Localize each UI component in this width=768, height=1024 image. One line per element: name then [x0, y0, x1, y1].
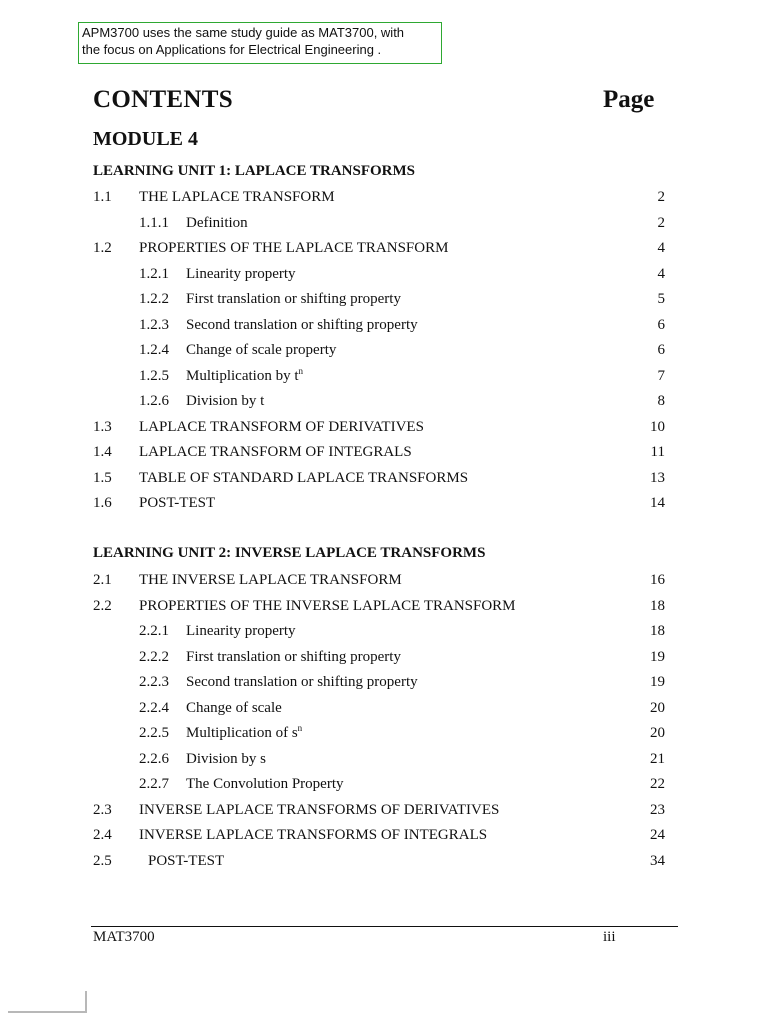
toc-entry — [93, 646, 668, 668]
footer-page-number: iii — [603, 929, 616, 945]
toc-entry — [93, 365, 668, 387]
toc-entry — [93, 186, 668, 208]
toc-entry — [93, 390, 668, 412]
toc-entry-number: 2.3 — [93, 801, 112, 818]
toc-entry-title — [186, 365, 303, 387]
toc-entry — [93, 339, 668, 361]
toc-entry-number: 1.3 — [93, 418, 112, 435]
toc-entry-title-text: Change of scale — [186, 699, 282, 716]
toc-entry-title-text: LAPLACE TRANSFORM OF DERIVATIVES — [139, 418, 424, 435]
toc-entry — [93, 824, 668, 846]
toc-entry-title-text: First translation or shifting property — [186, 648, 401, 665]
toc-entry-number: 1.2.3 — [139, 316, 169, 333]
toc-entry-page: 20 — [650, 725, 665, 741]
toc-entry-title — [139, 441, 412, 463]
toc-entry-title — [139, 467, 468, 489]
toc-entry-title-text: PROPERTIES OF THE LAPLACE TRANSFORM — [139, 240, 449, 256]
toc-entry-title — [139, 492, 215, 514]
toc-entry-title-text: INVERSE LAPLACE TRANSFORMS OF DERIVATIVES — [139, 801, 500, 818]
toc-entry-title — [186, 773, 344, 795]
toc-entry-page: 6 — [657, 316, 665, 333]
toc-entry-title — [186, 263, 296, 285]
toc-entry-page: 4 — [657, 265, 665, 282]
toc-entry-number: 2.2.7 — [139, 776, 169, 792]
toc-entry-title — [186, 212, 248, 234]
toc-entry-page: 4 — [657, 240, 665, 256]
toc-entry — [93, 722, 668, 744]
toc-entry-title — [186, 339, 336, 361]
toc-entry-title — [186, 748, 266, 770]
toc-entry-title — [186, 671, 418, 693]
toc-entry-page: 22 — [650, 776, 665, 792]
toc-entry — [93, 288, 668, 310]
toc-entry-title — [186, 620, 296, 642]
page-column-heading: Page — [603, 86, 655, 113]
toc-entry-number: 1.6 — [93, 495, 112, 511]
toc-entry-page: 14 — [650, 495, 665, 511]
toc-entry-page: 11 — [650, 444, 665, 460]
toc-entry-number: 1.2.5 — [139, 367, 169, 384]
toc-entry-title — [139, 416, 424, 438]
toc-entry-page: 10 — [650, 418, 665, 435]
toc-entry-title — [139, 799, 499, 821]
toc-entry-number: 1.5 — [93, 469, 112, 486]
toc-entry-page: 16 — [650, 572, 665, 588]
toc-entry-number: 2.2.4 — [139, 699, 169, 716]
toc-entry — [93, 671, 668, 693]
toc-entry-number: 1.2.6 — [139, 393, 169, 409]
toc-entry — [93, 773, 668, 795]
toc-entry-title-text: Division by t — [186, 393, 265, 409]
toc-entry-page: 19 — [650, 648, 665, 665]
toc-entry-page: 8 — [657, 393, 665, 409]
note-line-2: the focus on Applications for Electrical Engineering . — [82, 42, 382, 57]
note-box — [78, 22, 442, 64]
toc-entry-superscript: n — [297, 723, 303, 733]
toc-entry-title — [186, 288, 401, 310]
toc-entry — [93, 263, 668, 285]
contents-heading: CONTENTS — [93, 86, 233, 113]
toc-entry-page: 2 — [657, 214, 665, 231]
toc-entry-title — [148, 850, 224, 872]
toc-entry — [93, 799, 668, 821]
toc-entry-title-text: Multiplication by t — [186, 367, 299, 384]
toc-entry-title-text: THE LAPLACE TRANSFORM — [139, 189, 335, 205]
toc-entry — [93, 748, 668, 770]
toc-entry-title — [139, 595, 516, 617]
toc-entry-page: 5 — [657, 291, 665, 307]
footer-course-code: MAT3700 — [93, 929, 155, 945]
toc-entry — [93, 441, 668, 463]
toc-entry-title-text: Multiplication of s — [186, 725, 298, 741]
toc-entry-page: 6 — [657, 342, 665, 358]
toc-entry-number: 2.1 — [93, 572, 112, 588]
unit-2-heading: LEARNING UNIT 2: INVERSE LAPLACE TRANSFORMS — [93, 545, 486, 561]
toc-entry-page: 13 — [650, 469, 665, 486]
toc-entry — [93, 212, 668, 234]
toc-entry-number: 1.4 — [93, 444, 112, 460]
toc-entry-title-text: Change of scale property — [186, 342, 337, 358]
toc-entry-title — [186, 697, 282, 719]
toc-entry-number: 2.2.5 — [139, 725, 169, 741]
toc-entry-number: 2.2.1 — [139, 623, 169, 639]
toc-entry-number: 2.2.2 — [139, 648, 169, 665]
footer-rule — [91, 926, 678, 927]
toc-entry-title-text: Linearity property — [186, 623, 296, 639]
toc-entry-page: 18 — [650, 623, 665, 639]
toc-entry-number: 2.4 — [93, 827, 112, 843]
toc-entry-title — [186, 390, 264, 412]
toc-entry-title — [139, 186, 335, 208]
toc-entry-number: 1.1 — [93, 189, 112, 205]
toc-entry-number: 1.2.1 — [139, 265, 169, 282]
toc-entry — [93, 416, 668, 438]
note-line-1: APM3700 uses the same study guide as MAT3700, with — [82, 25, 405, 40]
toc-entry-title — [139, 824, 487, 846]
toc-entry — [93, 569, 668, 591]
toc-entry-page: 7 — [657, 367, 665, 384]
toc-entry-title-text: TABLE OF STANDARD LAPLACE TRANSFORMS — [139, 469, 469, 486]
toc-entry-title-text: Second translation or shifting property — [186, 674, 418, 690]
toc-entry-number: 2.2.3 — [139, 674, 169, 690]
toc-entry-page: 2 — [657, 189, 665, 205]
toc-entry-title-text: Division by s — [186, 750, 267, 767]
toc-entry-title-text: First translation or shifting property — [186, 291, 401, 307]
toc-entry-number: 2.2.6 — [139, 750, 169, 767]
toc-entry-page: 34 — [650, 852, 665, 869]
toc-entry-title-text: THE INVERSE LAPLACE TRANSFORM — [139, 572, 402, 588]
toc-entry-title-text: INVERSE LAPLACE TRANSFORMS OF INTEGRALS — [139, 827, 488, 843]
toc-entry-number: 1.2.2 — [139, 291, 169, 307]
toc-entry-number: 2.5 — [93, 852, 112, 869]
toc-entry-page: 23 — [650, 801, 665, 818]
toc-entry-title-text: The Convolution Property — [186, 776, 344, 792]
toc-entry-page: 20 — [650, 699, 665, 716]
toc-entry-number: 1.2.4 — [139, 342, 169, 358]
toc-entry-title — [186, 314, 418, 336]
module-heading: MODULE 4 — [93, 128, 198, 150]
toc-entry — [93, 595, 668, 617]
toc-entry-page: 21 — [650, 750, 665, 767]
toc-entry-title-text: LAPLACE TRANSFORM OF INTEGRALS — [139, 444, 412, 460]
toc-entry-page: 18 — [650, 597, 665, 614]
toc-entry-title-text: POST-TEST — [139, 495, 216, 511]
toc-entry-number: 1.1.1 — [139, 214, 169, 231]
toc-entry — [93, 697, 668, 719]
toc-entry-title — [139, 237, 448, 259]
toc-entry — [93, 850, 668, 872]
toc-entry — [93, 467, 668, 489]
toc-entry-number: 1.2 — [93, 240, 112, 256]
toc-entry-title — [186, 722, 302, 744]
toc-entry — [93, 237, 668, 259]
toc-entry-superscript: n — [298, 365, 303, 376]
toc-entry-title-text: Second translation or shifting property — [186, 316, 418, 333]
toc-entry-title-text: POST-TEST — [148, 852, 225, 869]
toc-entry-page: 24 — [650, 827, 665, 843]
toc-entry — [93, 492, 668, 514]
page-corner-mark — [8, 991, 87, 1013]
toc-entry-title-text: Linearity property — [186, 265, 296, 282]
unit-1-heading: LEARNING UNIT 1: LAPLACE TRANSFORMS — [93, 163, 415, 179]
toc-entry-number: 2.2 — [93, 597, 112, 614]
toc-entry — [93, 620, 668, 642]
toc-entry-page: 19 — [650, 674, 665, 690]
toc-entry — [93, 314, 668, 336]
toc-entry-title — [139, 569, 402, 591]
toc-entry-title-text: Definition — [186, 214, 248, 231]
toc-entry-title-text: PROPERTIES OF THE INVERSE LAPLACE TRANSFORM — [139, 597, 516, 614]
toc-entry-title — [186, 646, 401, 668]
